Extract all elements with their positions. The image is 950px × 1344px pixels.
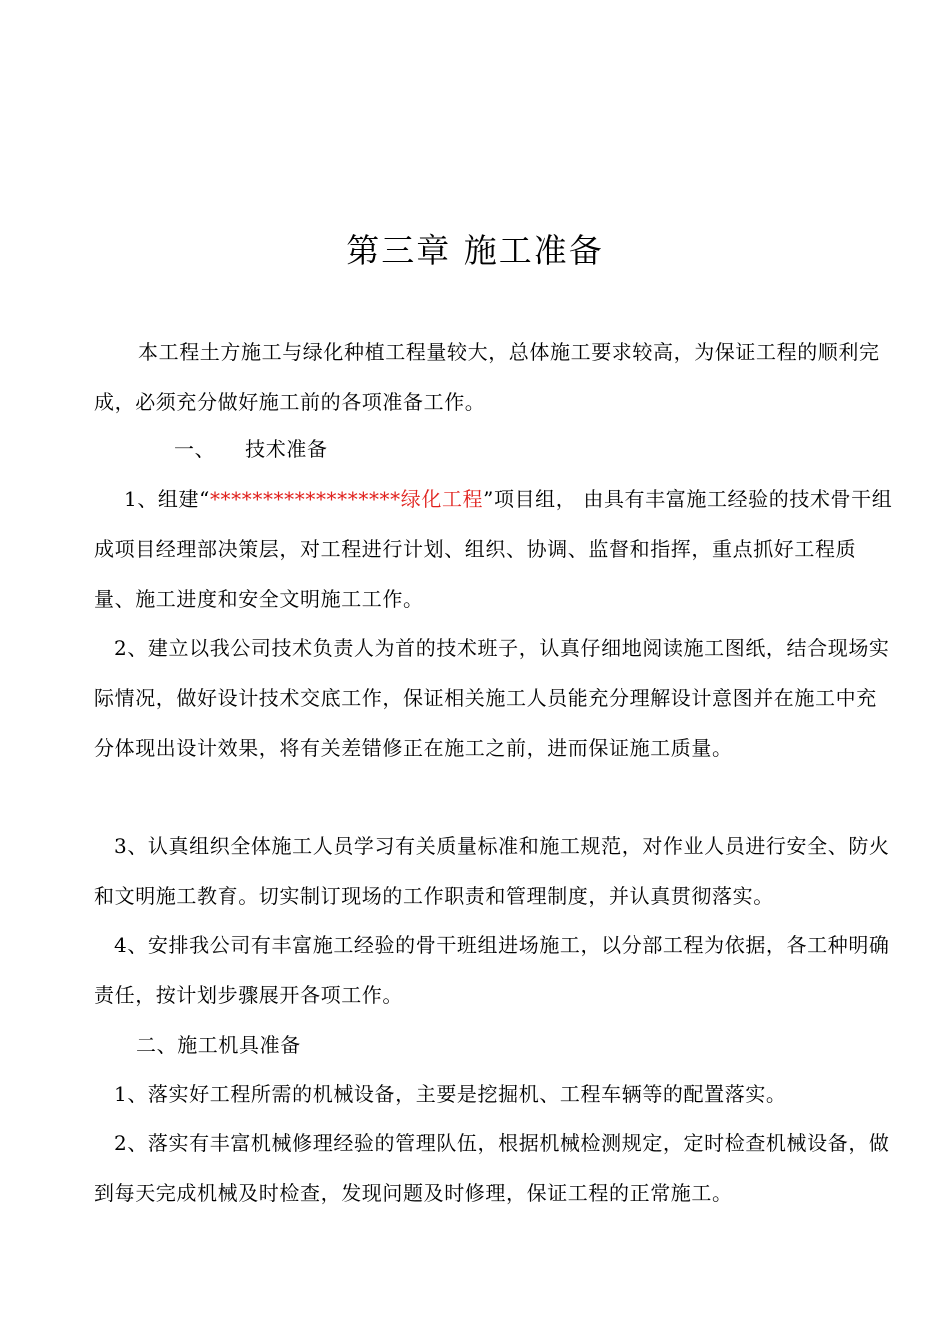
section1-item1-block <box>94 474 894 624</box>
section1-number: 一、 <box>174 437 216 461</box>
section1-heading <box>94 424 894 474</box>
section1-item4-block <box>94 920 894 1020</box>
section1-item2-block <box>94 623 894 773</box>
section1-item4: 4、安排我公司有丰富施工经验的骨干班组进场施工，以分部工程为依据，各工种明确责任，按计划步骤展开各项工作。 <box>94 933 890 1007</box>
chapter-title: 第三章 施工准备 <box>346 231 604 270</box>
section1-title: 技术准备 <box>245 437 328 461</box>
section1-item1 <box>94 474 894 624</box>
intro-block <box>94 327 894 427</box>
section2-heading-block <box>94 1020 894 1070</box>
section2-item1-block <box>94 1069 894 1119</box>
project-name: ******************绿化工程 <box>209 487 484 511</box>
section2-item2: 2、落实有丰富机械修理经验的管理队伍，根据机械检测规定，定时检查机械设备，做到每天完成机械及时检查，发现问题及时修理，保证工程的正常施工。 <box>94 1131 890 1205</box>
section2-title: 二、施工机具准备 <box>136 1033 301 1057</box>
section1-item3-block <box>94 821 894 921</box>
section2-item1: 1、落实好工程所需的机械设备，主要是挖掘机、工程车辆等的配置落实。 <box>114 1082 787 1106</box>
section1-item3: 3、认真组织全体施工人员学习有关质量标准和施工规范，对作业人员进行安全、防火和文明施工教育。切实制订现场的工作职责和管理制度，并认真贯彻落实。 <box>94 834 890 908</box>
section2-item2-block <box>94 1118 894 1218</box>
section1-item2: 2、建立以我公司技术负责人为首的技术班子，认真仔细地阅读施工图纸，结合现场实际情况，做好设计技术交底工作，保证相关施工人员能充分理解设计意图并在施工中充分体现出设计效果，将有关差错修正在施工之前，进而保证施工质量。 <box>94 636 890 760</box>
section1-item1-prefix: 1、组建“ <box>124 487 210 511</box>
section1-item1-suffix: ”项目组， 由具有丰富施工经验的技术骨干组成项目经理部决策层，对工程进行计划、组织、协调、监督和指挥，重点抓好工程质量、施工进度和安全文明施工工作。 <box>94 487 893 611</box>
intro-paragraph: 本工程土方施工与绿化种植工程量较大，总体施工要求较高，为保证工程的顺利完成，必须充分做好施工前的各项准备工作。 <box>94 340 880 414</box>
